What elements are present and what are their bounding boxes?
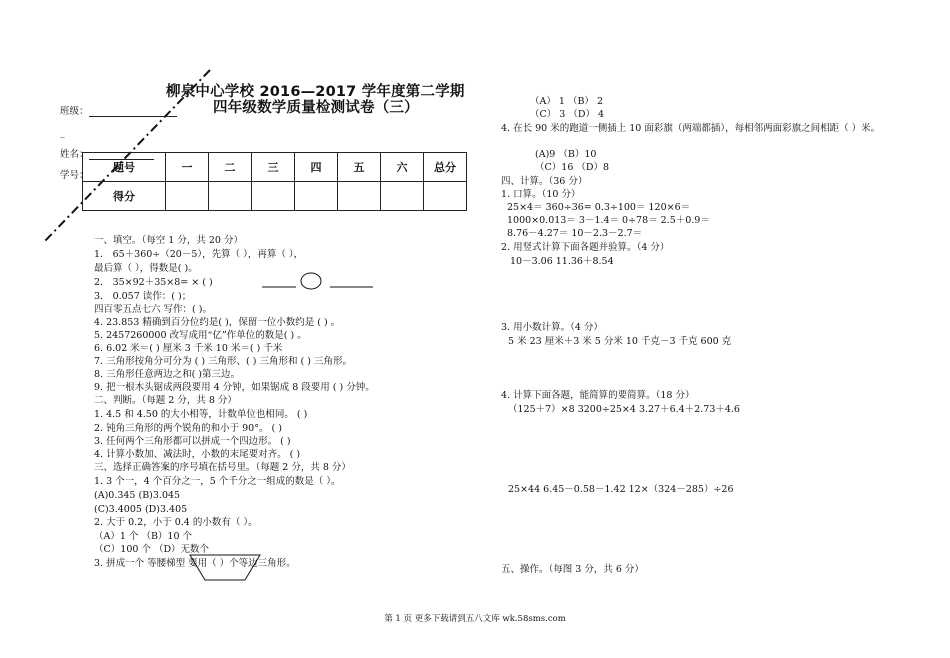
question-line: 1． 65＋360÷（20－5），先算（ ），再算（ ）， bbox=[94, 249, 304, 260]
calc-line: 8.76－4.27＝ 10－2.3－2.7＝ bbox=[507, 228, 643, 239]
question-line: 3. 用小数计算。（4 分） bbox=[501, 322, 603, 333]
question-line: 3． 0.057 读作：( )； bbox=[94, 291, 192, 302]
score-cell[interactable] bbox=[209, 182, 252, 211]
exam-title: 柳泉中心学校 2016—2017 学年度第二学期 bbox=[166, 84, 465, 100]
question-line: 3. 任何两个三角形都可以拼成一个四边形。 ( ) bbox=[94, 436, 291, 447]
section-heading: 五、操作。（每图 3 分，共 6 分） bbox=[501, 564, 644, 575]
question-line: 1. 口算。（10 分） bbox=[501, 189, 581, 200]
score-header-cell: 三 bbox=[252, 153, 295, 182]
question-line: 6. 6.02 米＝( ) 厘米 3 千米 10 米＝( ) 千米 bbox=[94, 343, 283, 354]
option-line: （C） 3 （D） 4 bbox=[530, 109, 605, 120]
score-row-label: 得分 bbox=[83, 182, 166, 211]
calc-line: 25×4＝ 360÷36= 0.3÷100＝ 120×6＝ bbox=[507, 202, 691, 213]
exam-subtitle: 四年级数学质量检测试卷（三） bbox=[213, 100, 419, 116]
calc-line: 10－3.06 11.36＋8.54 bbox=[510, 256, 614, 267]
question-line: 一、填空。（每空 1 分，共 20 分） bbox=[94, 235, 243, 246]
section-heading: 四、计算。（36 分） bbox=[501, 176, 588, 187]
score-cell[interactable] bbox=[166, 182, 209, 211]
score-cell[interactable] bbox=[252, 182, 295, 211]
question-line: 2. 用竖式计算下面各题并验算。（4 分） bbox=[501, 242, 670, 253]
calc-line: 1000×0.013＝ 3－1.4＝ 0÷78＝ 2.5＋0.9＝ bbox=[507, 215, 710, 226]
option-line: (C)3.4005 (D)3.405 bbox=[94, 504, 188, 515]
score-header-cell: 六 bbox=[381, 153, 424, 182]
score-header-cell: 一 bbox=[166, 153, 209, 182]
question-line: 3. 拼成一个 等腰梯型 要用（ ）个等边三角形。 bbox=[94, 558, 296, 569]
dash-mark: _ bbox=[60, 127, 65, 138]
score-header-cell: 五 bbox=[338, 153, 381, 182]
score-header-cell: 二 bbox=[209, 153, 252, 182]
option-line: (A)9 （B）10 bbox=[535, 149, 597, 160]
question-line: 最后算（ ），得数是( )。 bbox=[94, 263, 198, 274]
question-line: 9. 把一根木头锯成两段要用 4 分钟，如果锯成 8 段要用 ( ) 分钟。 bbox=[94, 382, 375, 393]
score-header-cell: 题号 bbox=[83, 153, 166, 182]
name-label: 姓名： bbox=[60, 146, 154, 160]
section-heading: 三、选择正确答案的序号填在括号里。（每题 2 分，共 8 分） bbox=[94, 462, 351, 473]
page-footer: 第 1 页 更多下载请到五八文库 wk.58sms.com bbox=[384, 614, 566, 624]
class-blank[interactable] bbox=[89, 106, 177, 117]
id-label: 学号： bbox=[60, 170, 89, 181]
score-header-cell: 四 bbox=[295, 153, 338, 182]
calc-line: （125＋7）×8 3200÷25×4 3.27＋6.4＋2.73＋4.6 bbox=[508, 404, 740, 415]
option-line: (A)0.345 (B)3.045 bbox=[94, 490, 181, 501]
class-label: 班级： bbox=[60, 103, 177, 117]
score-header-row bbox=[83, 153, 467, 182]
option-line: （A） 1 （B） 2 bbox=[530, 96, 603, 107]
score-cell[interactable] bbox=[381, 182, 424, 211]
section-heading: 二、判断。（每题 2 分，共 8 分） bbox=[94, 395, 237, 406]
circle-blank bbox=[301, 273, 321, 289]
question-line: 2． 35×92＋35×8= × ( ) bbox=[94, 277, 213, 288]
score-cell[interactable] bbox=[338, 182, 381, 211]
option-line: （C）100 个 （D）无数个 bbox=[94, 544, 210, 555]
question-line: 1. 4.5 和 4.50 的大小相等，计数单位也相同。 ( ) bbox=[94, 409, 308, 420]
question-line: 2. 大于 0.2，小于 0.4 的小数有（ ）。 bbox=[94, 517, 258, 528]
score-cell[interactable] bbox=[424, 182, 467, 211]
question-line: 4. 在长 90 米的跑道一侧插上 10 面彩旗（两端都插），每相邻两面彩旗之间相距（ ）米。 bbox=[501, 123, 881, 134]
question-line: 4. 计算小数加、减法时，小数的末尾要对齐。 ( ) bbox=[94, 449, 301, 460]
question-line: 1. 3 个一，4 个百分之一，5 个千分之一组成的数是（ ）。 bbox=[94, 476, 341, 487]
question-line: 4. 计算下面各题，能简算的要简算。（18 分） bbox=[501, 390, 695, 401]
calc-line: 25×44 6.45－0.58－1.42 12×（324－285）÷26 bbox=[508, 484, 734, 495]
option-line: （C）16 （D）8 bbox=[535, 162, 610, 173]
question-line: 四百零五点七六 写作：( )。 bbox=[94, 304, 212, 315]
question-line: 7. 三角形按角分可分为 ( ) 三角形、( ) 三角形和 ( ) 三角形。 bbox=[94, 356, 352, 367]
score-table bbox=[82, 152, 467, 211]
question-line: 2. 钝角三角形的两个锐角的和小于 90°。 ( ) bbox=[94, 423, 282, 434]
score-value-row bbox=[83, 182, 467, 211]
score-header-cell: 总分 bbox=[424, 153, 467, 182]
question-line: 4. 23.853 精确到百分位约是( )，保留一位小数约是 ( ) 。 bbox=[94, 317, 341, 328]
option-line: （A）1 个 （B）10 个 bbox=[94, 531, 193, 542]
score-cell[interactable] bbox=[295, 182, 338, 211]
question-line: 8. 三角形任意两边之和( )第三边。 bbox=[94, 369, 241, 380]
calc-line: 5 米 23 厘米＋3 米 5 分米 10 千克－3 千克 600 克 bbox=[508, 336, 732, 347]
question-line: 5. 2457260000 改写成用“亿”作单位的数是( ) 。 bbox=[94, 330, 307, 341]
